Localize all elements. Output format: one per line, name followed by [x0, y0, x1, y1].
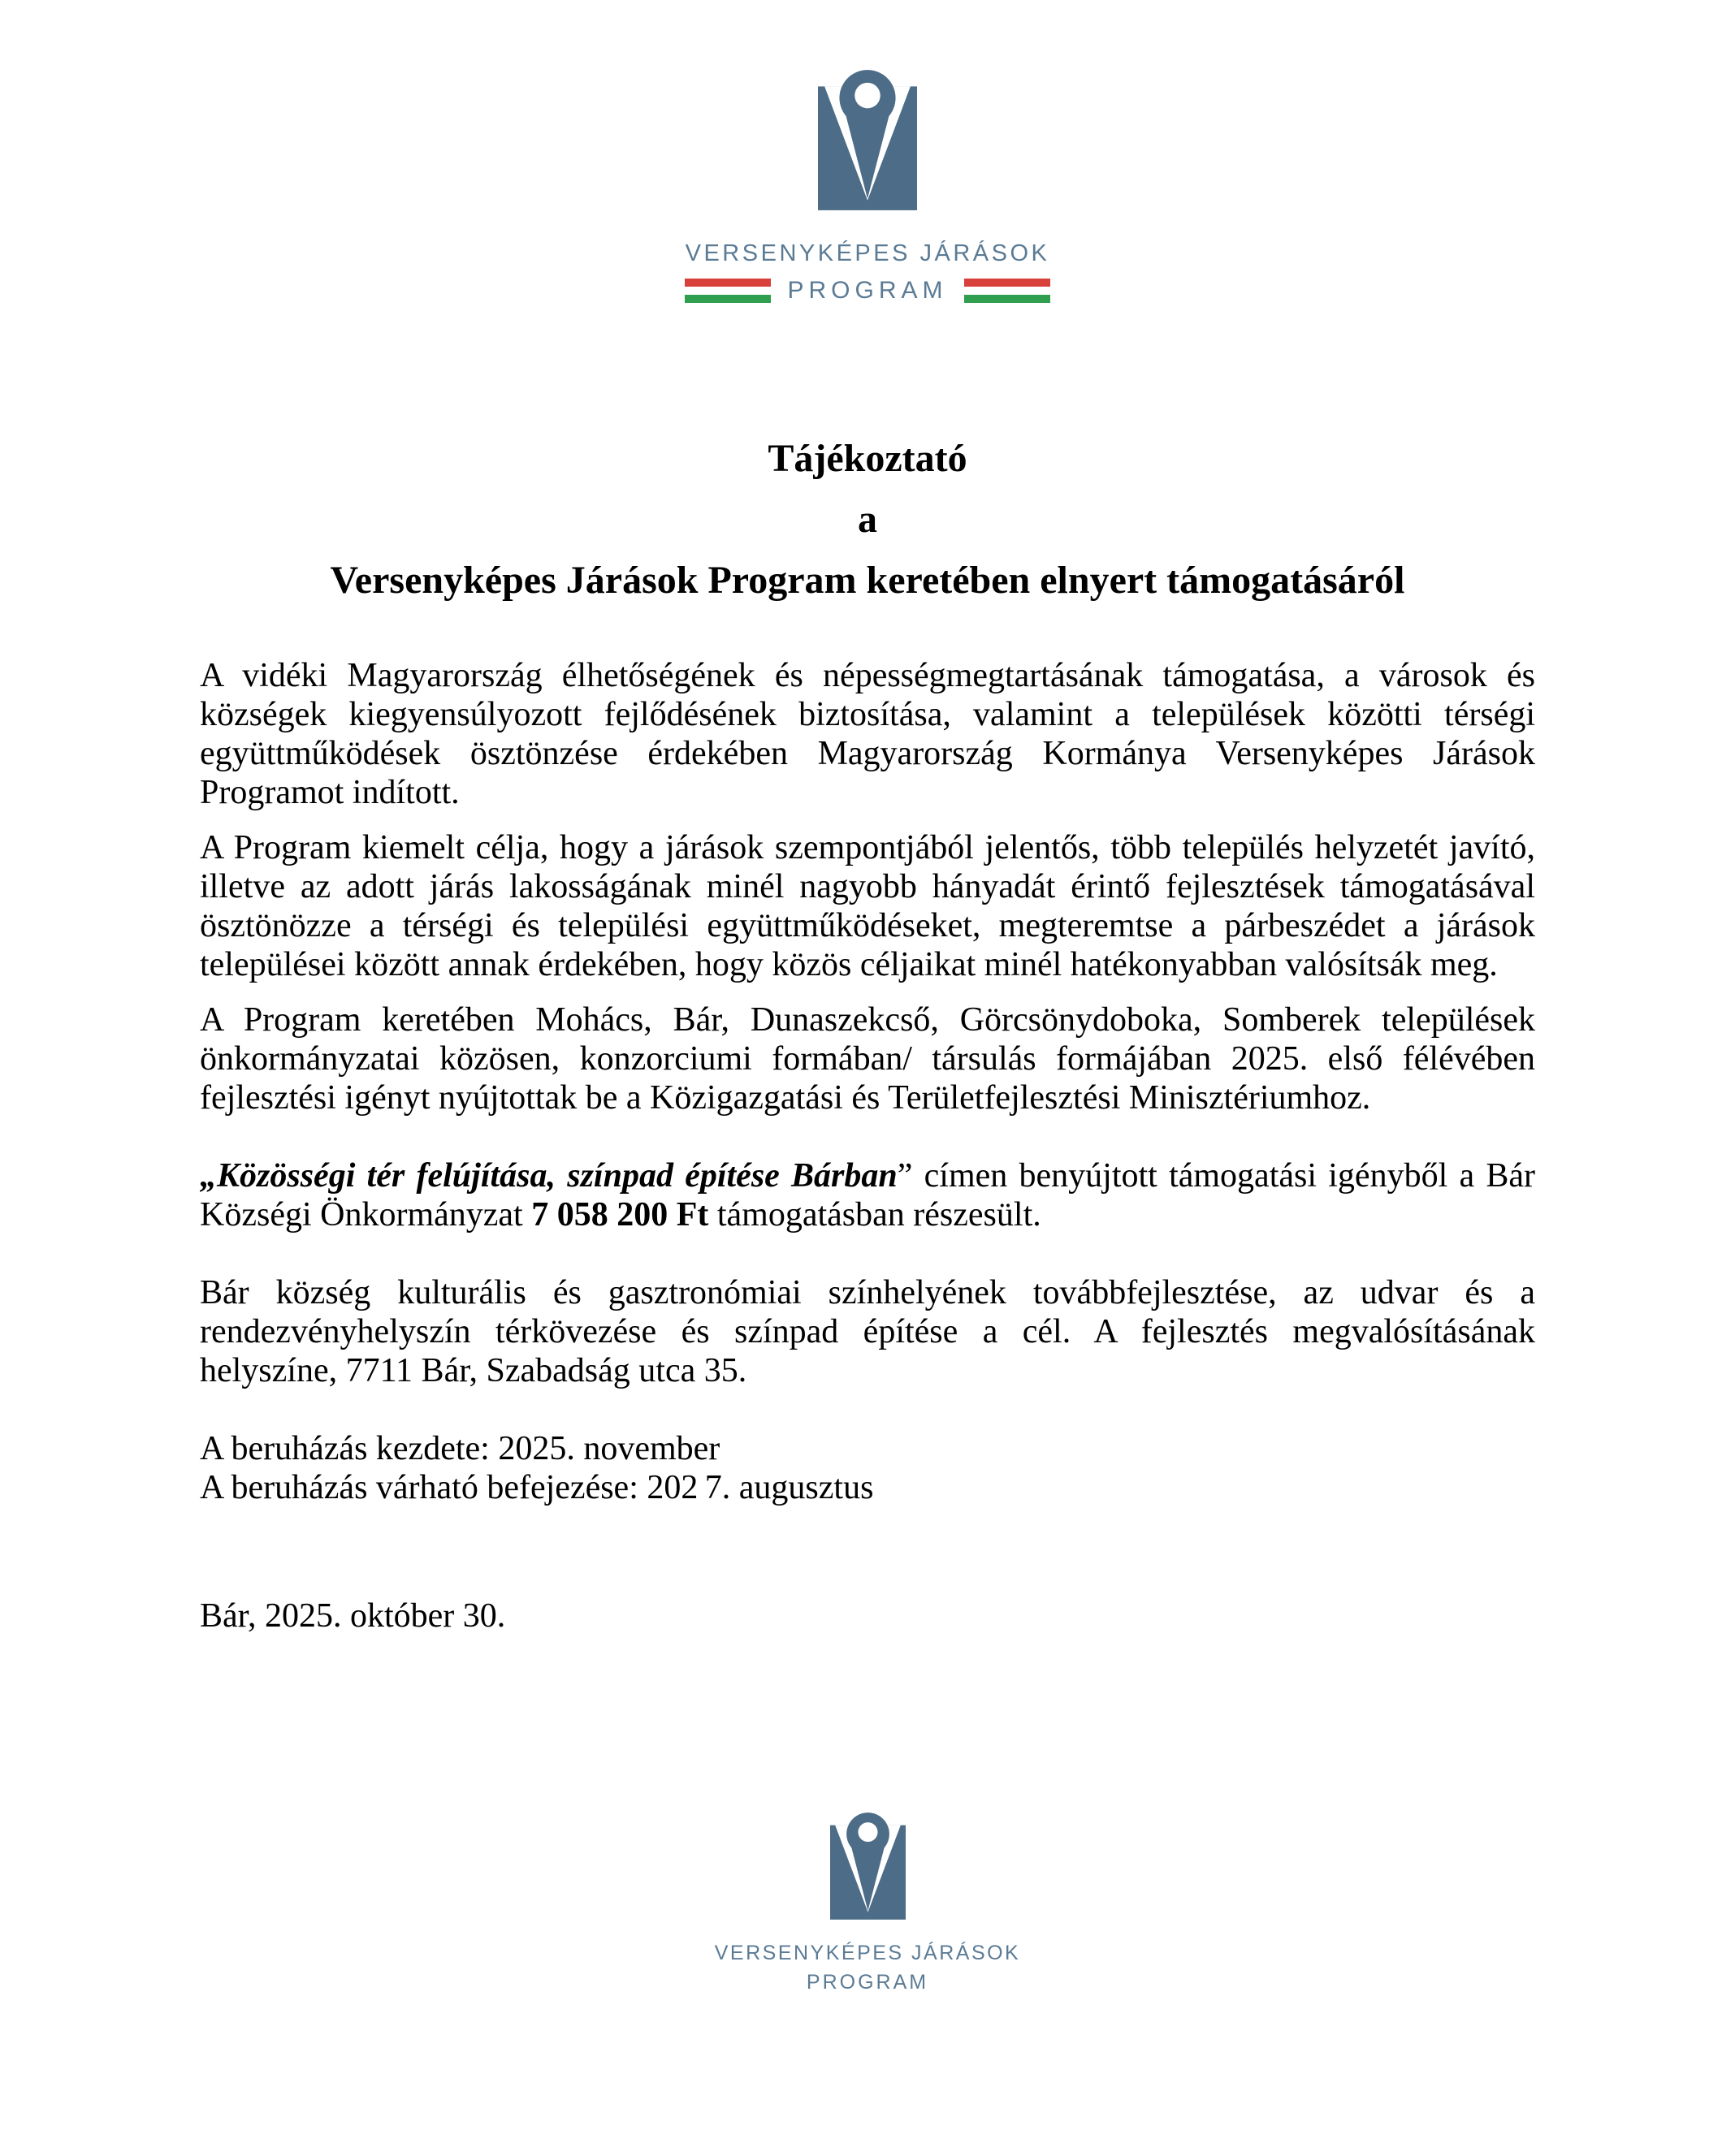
logo-pin-hole: [858, 1822, 877, 1842]
program-logo-mark-icon: [818, 70, 917, 210]
place-and-date-line: Bár, 2025. október 30.: [200, 1597, 506, 1635]
footer-logo-title: VERSENYKÉPES JÁRÁSOK: [714, 1942, 1021, 1964]
paragraph-program-goal: A Program kiemelt célja, hogy a járások szempontjából jelentős, több település helyzetét javító, illetve az adott járás lakosságának minél nagyobb hányadát érintő fejlesztések támogatásával ösztönözze a térségi és települési együttműködéseket, megteremtse a párbeszédet a járások települései között annak érdekében, hogy közös céljaikat minél hatékonyabban valósítsák meg.: [200, 829, 1535, 983]
investment-end-line: A beruházás várható befejezése: 202 7. augusztus: [200, 1469, 874, 1506]
footer-logo-subtitle: PROGRAM: [806, 1971, 929, 1994]
program-logo: [0, 0, 1735, 305]
hungarian-flag-stripes-left-icon: [685, 279, 771, 303]
title-line-1: Tájékoztató: [768, 437, 967, 480]
project-title-close-quote: ”: [897, 1157, 913, 1195]
title-line-2: a: [858, 498, 877, 541]
flag-red-stripe: [964, 279, 1050, 287]
paragraph-grant: [200, 1156, 1535, 1234]
document-title: [200, 428, 1535, 611]
project-title: Közösségi tér felújítása, színpad építése Bárban: [217, 1157, 898, 1195]
logo-pin-hole: [855, 83, 880, 109]
logo-subtitle: PROGRAM: [787, 277, 948, 304]
flag-green-stripe: [964, 295, 1050, 303]
document-body: [200, 428, 1535, 1635]
hungarian-flag-stripes-right-icon: [964, 279, 1050, 303]
paragraph-project-details: Bár község kulturális és gasztronómiai színhelyének továbbfejlesztése, az udvar és a rendezvényhelyszín térkövezése és színpad építése a cél. A fejlesztés megvalósításának helyszíne, 7711 Bár, Szabadság utca 35.: [200, 1274, 1535, 1389]
investment-dates: [200, 1429, 1535, 1507]
footer-logo: [0, 1813, 1735, 1994]
logo-subtitle-row: [0, 277, 1735, 305]
flag-red-stripe: [685, 279, 771, 287]
grant-sentence-middle: címen benyújtott támogatási igényből a Bár Községi Önkormányzat: [200, 1157, 1536, 1234]
paragraph-program-intro: A vidéki Magyarország élhetőségének és népességmegtartásának támogatása, a városok és községek kiegyensúlyozott fejlődésének biztosítása, valamint a települések közötti térségi együttműködések ösztönzése érdekében Magyarország Kormánya Versenyképes Járások Programot indított.: [200, 657, 1535, 811]
paragraph-application: A Program keretében Mohács, Bár, Dunaszekcső, Görcsönydoboka, Somberek települések önkormányzatai közösen, konzorciumi formában/ társulás formájában 2025. első félévében fejlesztési igényt nyújtottak be a Közigazgatási és Területfejlesztési Minisztériumhoz.: [200, 1001, 1535, 1117]
title-line-3: Versenyképes Járások Program keretében elnyert támogatásáról: [330, 559, 1405, 602]
footer-logo-mark-icon: [830, 1813, 906, 1920]
flag-green-stripe: [685, 295, 771, 303]
grant-amount: 7 058 200 Ft: [531, 1196, 709, 1234]
logo-title: VERSENYKÉPES JÁRÁSOK: [685, 240, 1050, 266]
investment-start-line: A beruházás kezdete: 2025. november: [200, 1430, 720, 1467]
project-title-open-quote: „: [200, 1157, 217, 1195]
grant-sentence-tail: támogatásban részesült.: [708, 1196, 1041, 1234]
